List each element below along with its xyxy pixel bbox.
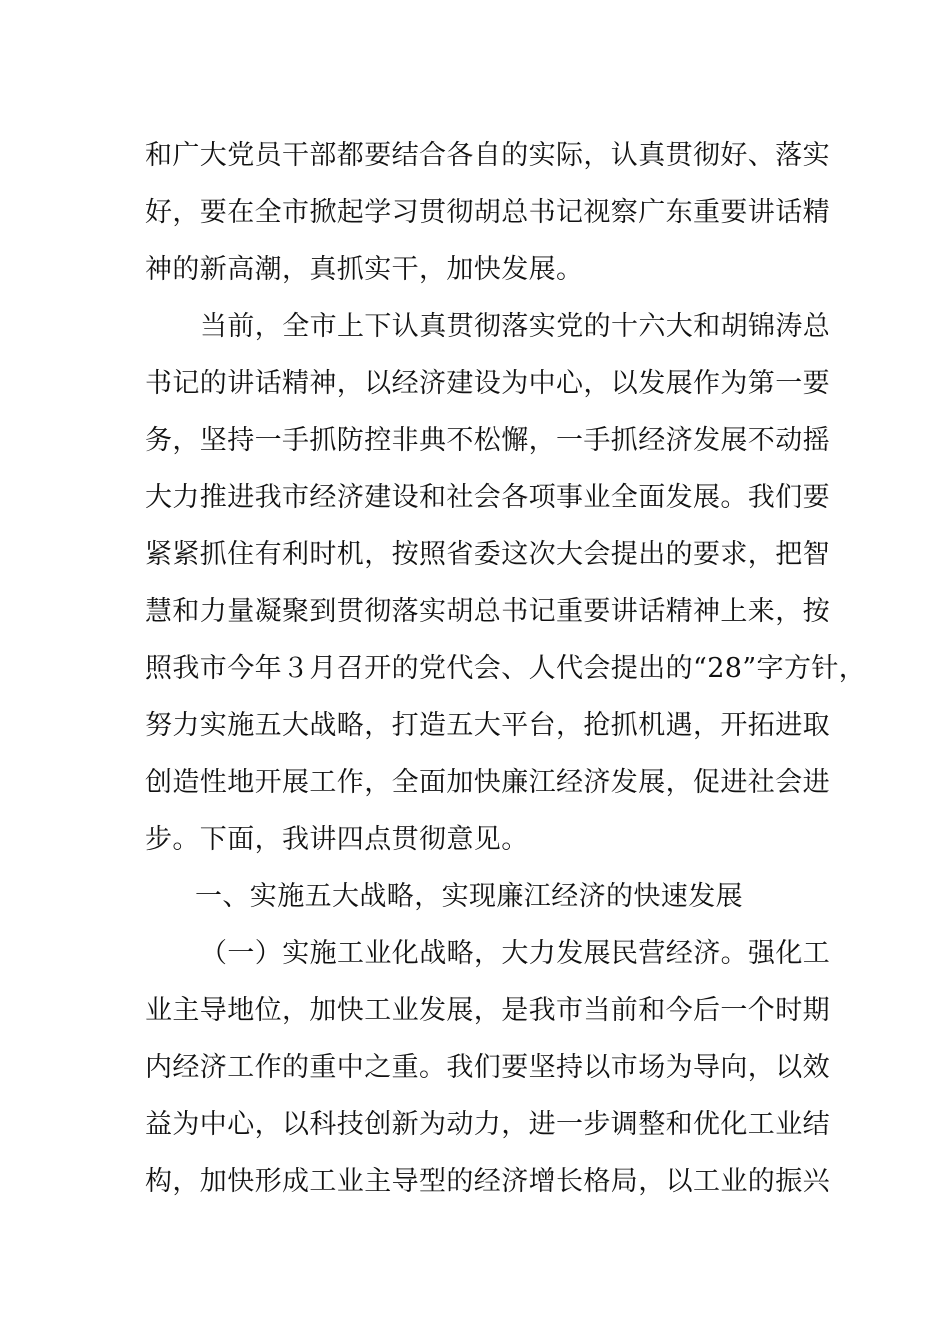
text-line: 努力实施五大战略，打造五大平台，抢抓机遇，开拓进取 (145, 710, 830, 741)
text-line: 创造性地开展工作，全面加快廉江经济发展，促进社会进 (145, 767, 830, 798)
text-line: 紧紧抓住有利时机，按照省委这次大会提出的要求，把智 (145, 539, 830, 570)
text-line: 务，坚持一手抓防控非典不松懈，一手抓经济发展不动摇 (145, 425, 830, 456)
text-line: 构，加快形成工业主导型的经济增长格局，以工业的振兴 (145, 1166, 830, 1197)
text-line: 业主导地位，加快工业发展，是我市当前和今后一个时期 (145, 995, 830, 1026)
text-line: 和广大党员干部都要结合各自的实际，认真贯彻好、落实 (145, 140, 830, 171)
text-line: 当前，全市上下认真贯彻落实党的十六大和胡锦涛总 (200, 311, 831, 342)
text-line: 内经济工作的重中之重。我们要坚持以市场为导向，以效 (145, 1052, 830, 1083)
section-heading: 一、实施五大战略，实现廉江经济的快速发展 (195, 881, 743, 912)
text-line: 益为中心，以科技创新为动力，进一步调整和优化工业结 (145, 1109, 830, 1140)
text-line: 好，要在全市掀起学习贯彻胡总书记视察广东重要讲话精 (145, 197, 830, 228)
text-line: 书记的讲话精神，以经济建设为中心，以发展作为第一要 (145, 368, 830, 399)
text-line: 慧和力量凝聚到贯彻落实胡总书记重要讲话精神上来，按 (145, 596, 830, 627)
text-line: 神的新高潮，真抓实干，加快发展。 (145, 254, 584, 285)
text-line: （一）实施工业化战略，大力发展民营经济。强化工 (200, 938, 831, 969)
text-line: 步。下面，我讲四点贯彻意见。 (145, 824, 529, 855)
text-line: 大力推进我市经济建设和社会各项事业全面发展。我们要 (145, 482, 830, 513)
text-line: 照我市今年３月召开的党代会、人代会提出的“28”字方针， (145, 653, 867, 684)
